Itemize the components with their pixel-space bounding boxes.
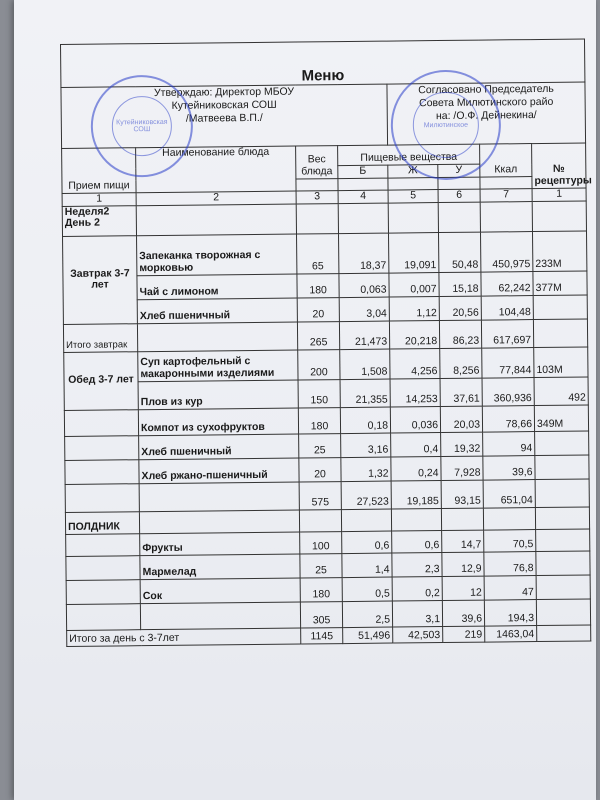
dish-u: 12,9 (442, 552, 484, 576)
dish-b: 0,063 (339, 273, 389, 298)
dish-kcal: 62,242 (481, 271, 533, 296)
total-zh: 20,218 (389, 320, 439, 349)
dish-kcal: 104,48 (481, 295, 533, 320)
dish-name: Фрукты (140, 532, 300, 556)
agreement-line: Совета Милютинского райо (419, 95, 554, 110)
header-zh: Ж (388, 165, 438, 178)
col-number: 2 (136, 191, 296, 206)
dish-zh: 1,12 (389, 296, 439, 321)
dish-u: 12 (442, 576, 484, 600)
dish-kcal: 70,5 (484, 529, 536, 552)
dish-name: Сок (140, 578, 300, 604)
dish-b: 0,6 (342, 531, 392, 554)
dish-b: 3,04 (339, 297, 389, 322)
dish-name: Мармелад (140, 554, 300, 580)
dish-kcal: 76,8 (484, 551, 536, 576)
dish-b: 0,5 (342, 577, 392, 602)
lunch-total-kcal: 651,04 (483, 479, 535, 508)
col-number: 3 (296, 190, 338, 203)
snack-total-b: 2,5 (342, 601, 392, 628)
dish-name: Суп картофельный с макаронными изделиями (138, 350, 298, 382)
dish-u: 20,03 (440, 406, 482, 432)
col-number: 1 (62, 192, 136, 206)
total-b: 21,473 (339, 321, 389, 350)
dish-recipe: 492 (534, 377, 588, 406)
dish-kcal: 78,66 (482, 405, 534, 432)
dish-name: Компот из сухофруктов (138, 408, 298, 436)
header-u: У (438, 164, 480, 177)
meal-snack: ПОЛДНИК (65, 511, 139, 534)
lunch-total-weight: 575 (299, 481, 341, 509)
meal-lunch: Обед 3-7 лет (64, 351, 139, 410)
dish-weight: 200 (298, 349, 340, 379)
dish-zh: 0,036 (390, 406, 440, 433)
stamp-text: Милютинское (423, 121, 469, 129)
dish-b: 3,16 (341, 433, 391, 458)
dish-name: Хлеб ржано-пшеничный (139, 458, 299, 484)
dish-weight: 150 (298, 379, 340, 407)
dish-b: 21,355 (340, 379, 390, 408)
week-day-label: Неделя2 День 2 (62, 205, 136, 236)
dish-b: 1,32 (341, 457, 391, 482)
dish-weight: 20 (299, 457, 341, 481)
col-number: 1 (532, 188, 586, 202)
day-total-u: 219 (443, 626, 485, 642)
snack-total-zh: 3,1 (392, 600, 442, 627)
meal-breakfast: Завтрак 3-7 лет (63, 235, 138, 324)
snack-total-kcal: 194,3 (484, 599, 536, 626)
dish-weight: 25 (300, 553, 342, 577)
approval-line: Кутейниковская СОШ (171, 98, 277, 112)
dish-weight: 100 (300, 531, 342, 553)
dish-zh: 0,6 (392, 530, 442, 553)
lunch-total-u: 93,15 (441, 480, 483, 508)
header-dish: Наименование блюда (136, 146, 296, 192)
paper-sheet (14, 0, 596, 800)
dish-weight: 65 (296, 233, 338, 273)
dish-kcal: 47 (484, 575, 536, 600)
dish-name: Чай с лимоном (137, 274, 297, 300)
dish-recipe (533, 295, 587, 320)
dish-name: Плов из кур (138, 380, 298, 410)
header-b: Б (338, 165, 388, 178)
dish-kcal: 94 (483, 431, 535, 456)
col-number: 7 (480, 188, 532, 202)
header-nutrients: Пищевые вещества (338, 144, 480, 165)
col-number: 6 (438, 189, 480, 202)
col-number: 4 (338, 190, 388, 204)
dish-u: 15,18 (439, 272, 481, 296)
day-total-zh: 42,503 (393, 626, 443, 643)
dish-name: Запеканка творожная с морковью (137, 234, 297, 276)
day-total-weight: 1145 (301, 627, 343, 643)
menu-document (60, 39, 590, 647)
dish-zh: 4,256 (390, 348, 440, 379)
agreement-line: Согласовано Председатель (418, 82, 554, 97)
dish-zh: 19,091 (388, 232, 438, 273)
total-u: 86,23 (439, 320, 481, 348)
dish-weight: 20 (297, 297, 339, 321)
dish-weight: 25 (299, 433, 341, 457)
day-total-kcal: 1463,04 (485, 625, 537, 642)
day-total-label: Итого за день с 3-7лет (67, 628, 301, 646)
approval-line: Утверждаю: Директор МБОУ (153, 85, 295, 100)
day-total-b: 51,496 (343, 627, 393, 644)
dish-b: 1,4 (342, 553, 392, 578)
dish-u: 20,56 (439, 296, 481, 320)
dish-u: 19,32 (441, 432, 483, 456)
dish-kcal: 450,975 (480, 231, 532, 272)
page-title: Меню (61, 39, 586, 87)
school-stamp (90, 75, 193, 178)
dish-zh: 0,2 (392, 576, 442, 601)
dish-b: 1,508 (340, 349, 390, 380)
dish-b: 0,18 (340, 407, 390, 434)
breakfast-total-label: Итого завтрак (63, 323, 137, 352)
snack-total-weight: 305 (300, 601, 342, 627)
dish-zh: 14,253 (390, 378, 440, 407)
dish-zh: 0,24 (391, 456, 441, 481)
dish-u: 8,256 (440, 348, 482, 378)
header-recipe: № рецептуры (532, 143, 587, 188)
total-kcal: 617,697 (481, 319, 533, 348)
dish-u: 7,928 (441, 456, 483, 480)
dish-zh: 0,007 (389, 272, 439, 297)
dish-recipe: 103М (534, 347, 588, 378)
dish-b: 18,37 (338, 233, 388, 274)
dish-kcal: 39,6 (483, 455, 535, 480)
dish-u: 14,7 (442, 530, 484, 552)
dish-u: 50,48 (438, 232, 480, 272)
dish-recipe: 377М (533, 271, 587, 296)
agreement-line: на: /О.Ф. Дейнекина/ (435, 109, 537, 123)
dish-weight: 180 (298, 407, 340, 433)
stamp-text: Кутейниковская СОШ (116, 118, 168, 134)
col-number: 5 (388, 189, 438, 203)
dish-u: 37,61 (440, 378, 482, 406)
council-stamp (390, 69, 501, 180)
approval-line: /Матвеева В.П./ (185, 112, 263, 125)
lunch-total-b: 27,523 (341, 481, 391, 510)
dish-kcal: 360,936 (482, 377, 534, 406)
dish-recipe: 349М (534, 405, 588, 432)
total-weight: 265 (297, 321, 339, 349)
dish-name: Хлеб пшеничный (139, 434, 299, 460)
header-kcal: Ккал (480, 144, 532, 177)
dish-kcal: 77,844 (482, 347, 534, 378)
snack-total-u: 39,6 (442, 600, 484, 626)
dish-name: Хлеб пшеничный (137, 298, 297, 324)
dish-weight: 180 (297, 273, 339, 297)
dish-weight: 180 (300, 577, 342, 601)
dish-recipe: 233М (532, 231, 587, 272)
dish-zh: 2,3 (392, 552, 442, 577)
header-meal: Прием пищи (62, 148, 136, 193)
lunch-total-zh: 19,185 (391, 480, 441, 509)
header-weight: Вес блюда (296, 146, 338, 179)
dish-zh: 0,4 (391, 432, 441, 457)
